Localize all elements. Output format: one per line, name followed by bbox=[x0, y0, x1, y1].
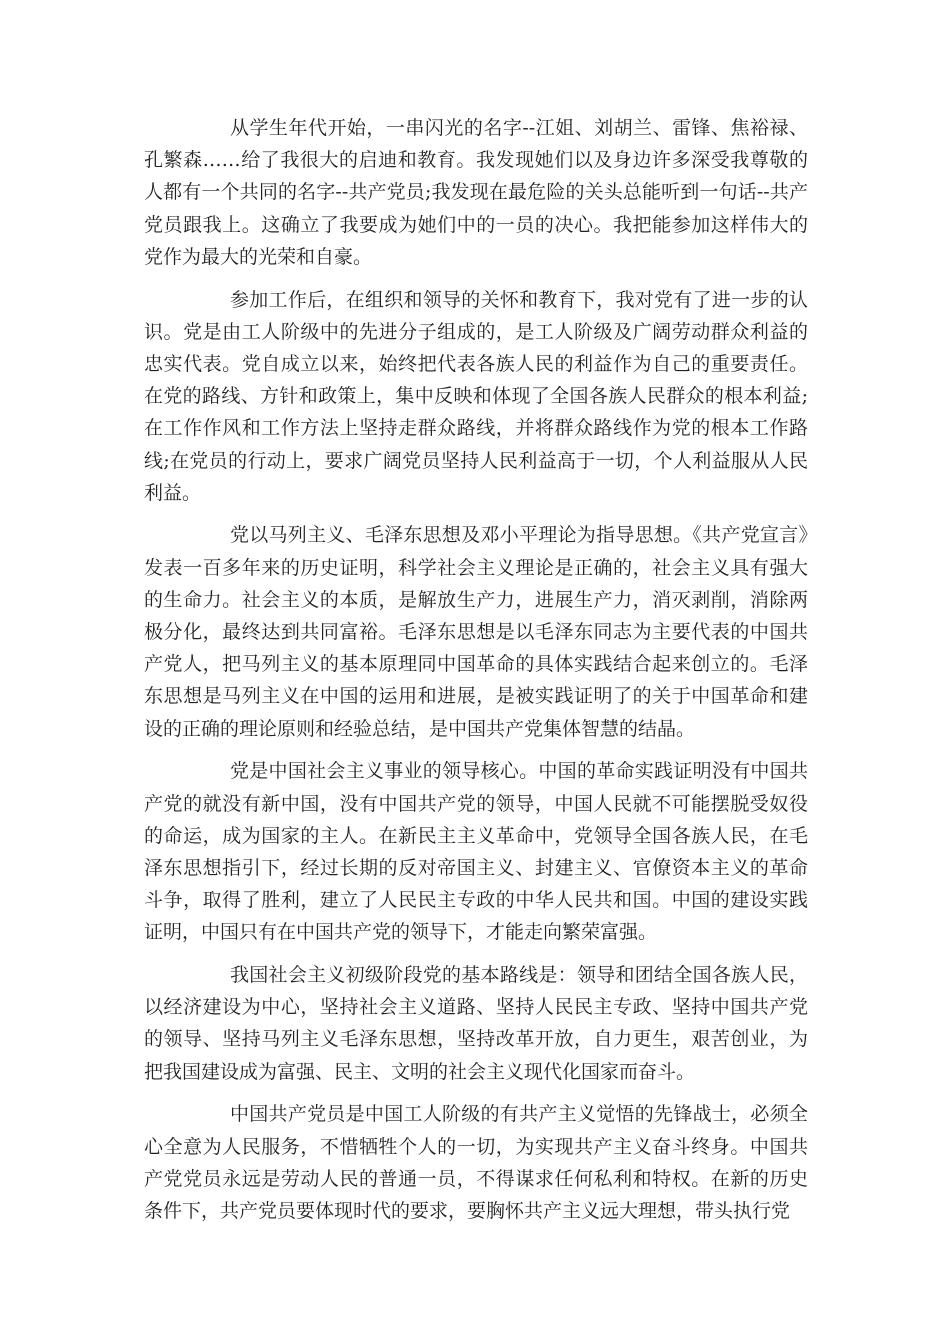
paragraph-2: 参加工作后，在组织和领导的关怀和教育下，我对党有了进一步的认识。党是由工人阶级中的先进分子组成的，是工人阶级及广阔劳动群众利益的忠实代表。党自成立以来，始终把代表各族人民的利益作为自己的重要责任。在党的路线、方针和政策上，集中反映和体现了全国各族人民群众的根本利益;在工作作风和工作方法上坚持走群众路线，并将群众路线作为党的根本工作路线;在党员的行动上，要求广阔党员坚持人民利益高于一切，个人利益服从人民利益。 bbox=[144, 288, 808, 504]
paragraph-3: 党以马列主义、毛泽东思想及邓小平理论为指导思想。《共产党宣言》发表一百多年来的历史证明，科学社会主义理论是正确的，社会主义具有强大的生命力。社会主义的本质，是解放生产力，进展生产力，消灭剥削，消除两极分化，最终达到共同富裕。毛泽东思想是以毛泽东同志为主要代表的中国共产党人，把马列主义的基本原理同中国革命的具体实践结合起来创立的。毛泽东思想是马列主义在中国的运用和进展，是被实践证明了的关于中国革命和建设的正确的理论原则和经验总结，是中国共产党集体智慧的结晶。 bbox=[144, 524, 808, 740]
paragraph-1: 从学生年代开始，一串闪光的名字--江姐、刘胡兰、雷锋、焦裕禄、孔繁森……给了我很大的启迪和教育。我发现她们以及身边许多深受我尊敬的人都有一个共同的名字--共产党员;我发现在最危险的关头总能听到一句话--共产党员跟我上。这确立了我要成为她们中的一员的决心。我把能参加这样伟大的党作为最大的光荣和自豪。 bbox=[144, 117, 808, 268]
paragraph-6: 中国共产党员是中国工人阶级的有共产主义觉悟的先锋战士，必须全心全意为人民服务，不惜牺牲个人的一切，为实现共产主义奋斗终身。中国共产党党员永远是劳动人民的普通一员，不得谋求任何私利和特权。在新的历史条件下，共产党员要体现时代的要求，要胸怀共产主义远大理想，带头执行党 bbox=[144, 1103, 808, 1222]
paragraph-4: 党是中国社会主义事业的领导核心。中国的革命实践证明没有中国共产党的就没有新中国，没有中国共产党的领导，中国人民就不可能摆脱受奴役的命运，成为国家的主人。在新民主主义革命中，党领导全国各族人民，在毛泽东思想指引下，经过长期的反对帝国主义、封建主义、官僚资本主义的革命斗争，取得了胜利，建立了人民民主专政的中华人民共和国。中国的建设实践证明，中国只有在中国共产党的领导下，才能走向繁荣富强。 bbox=[144, 760, 808, 944]
document-body bbox=[144, 112, 808, 1238]
paragraph-5: 我国社会主义初级阶段党的基本路线是：领导和团结全国各族人民，以经济建设为中心，坚持社会主义道路、坚持人民民主专政、坚持中国共产党的领导、坚持马列主义毛泽东思想，坚持改革开放，自力更生，艰苦创业，为把我国建设成为富强、民主、文明的社会主义现代化国家而奋斗。 bbox=[144, 964, 808, 1083]
